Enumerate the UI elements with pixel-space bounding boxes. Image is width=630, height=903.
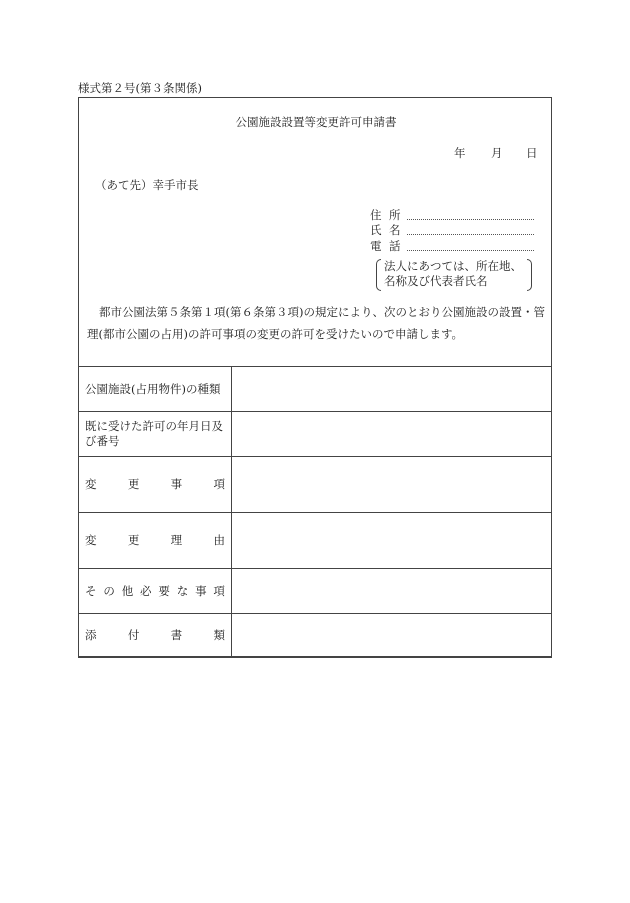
prior-permit-field[interactable] xyxy=(232,412,552,457)
label-char: 類 xyxy=(213,628,225,642)
table-row xyxy=(79,614,552,658)
corporate-note-text xyxy=(384,259,522,289)
table-row xyxy=(79,457,552,513)
label-char: 事 xyxy=(195,583,207,598)
application-statement: 都市公園法第５条第１項(第６条第３項)の規定により、次のとおり公園施設の設置・管理(都市公園の占用)の許可事項の変更の許可を受けたいので申請します。 xyxy=(87,305,545,341)
change-items-label xyxy=(79,457,232,513)
address-label-char-1: 住 xyxy=(370,208,382,222)
table-row xyxy=(79,513,552,569)
label-char: 付 xyxy=(127,628,140,642)
document-title: 公園施設設置等変更許可申請書 xyxy=(235,115,397,129)
label-char: 更 xyxy=(127,477,140,491)
other-items-label xyxy=(79,569,232,614)
attachments-label xyxy=(79,614,232,658)
change-items-field[interactable] xyxy=(232,457,552,513)
facility-type-label: 公園施設(占用物件)の種類 xyxy=(79,367,232,412)
label-char: 書 xyxy=(170,628,183,642)
label-char: 項 xyxy=(213,477,225,491)
change-reason-label xyxy=(79,513,232,569)
table-row xyxy=(79,367,552,412)
form-number-label: 様式第２号(第３条関係) xyxy=(78,81,202,95)
phone-label-char-2: 話 xyxy=(389,239,401,253)
label-char: 変 xyxy=(85,533,97,547)
address-label-char-2: 所 xyxy=(389,208,401,222)
change-reason-field[interactable] xyxy=(232,513,552,569)
label-char: の xyxy=(103,583,115,598)
right-bracket xyxy=(527,259,532,291)
corporate-note-line-2: 名称及び代表者氏名 xyxy=(384,274,488,288)
label-char: 添 xyxy=(85,628,97,642)
date-year-label: 年 xyxy=(454,146,466,160)
date-month-label: 月 xyxy=(491,146,503,160)
corporate-note-line-1: 法人にあつては、所在地、 xyxy=(384,259,522,273)
corporate-note xyxy=(376,259,532,291)
label-char: 変 xyxy=(85,477,97,491)
application-form xyxy=(78,97,552,657)
label-char: 必 xyxy=(140,583,152,598)
name-field[interactable] xyxy=(407,234,534,235)
facility-type-field[interactable] xyxy=(232,367,552,412)
prior-permit-label: 既に受けた許可の年月日及び番号 xyxy=(79,412,232,457)
name-label-char-1: 氏 xyxy=(370,223,382,237)
label-char: 項 xyxy=(213,583,225,598)
label-char: な xyxy=(176,583,189,598)
label-char: 他 xyxy=(121,583,134,598)
phone-label-char-1: 電 xyxy=(370,239,382,253)
details-table xyxy=(78,366,552,658)
table-row xyxy=(79,412,552,457)
address-field[interactable] xyxy=(407,219,534,220)
label-char: 要 xyxy=(158,583,170,598)
other-items-field[interactable] xyxy=(232,569,552,614)
label-char: そ xyxy=(85,583,97,598)
table-row xyxy=(79,569,552,614)
name-label-char-2: 名 xyxy=(389,223,401,237)
label-char: 由 xyxy=(213,533,225,547)
date-day-label: 日 xyxy=(526,146,538,160)
left-bracket xyxy=(376,259,381,291)
label-char: 理 xyxy=(170,533,183,547)
label-char: 事 xyxy=(170,477,183,491)
phone-field[interactable] xyxy=(407,250,534,251)
attachments-field[interactable] xyxy=(232,614,552,658)
addressee: （あて先）幸手市長 xyxy=(95,178,199,192)
label-char: 更 xyxy=(127,533,140,547)
